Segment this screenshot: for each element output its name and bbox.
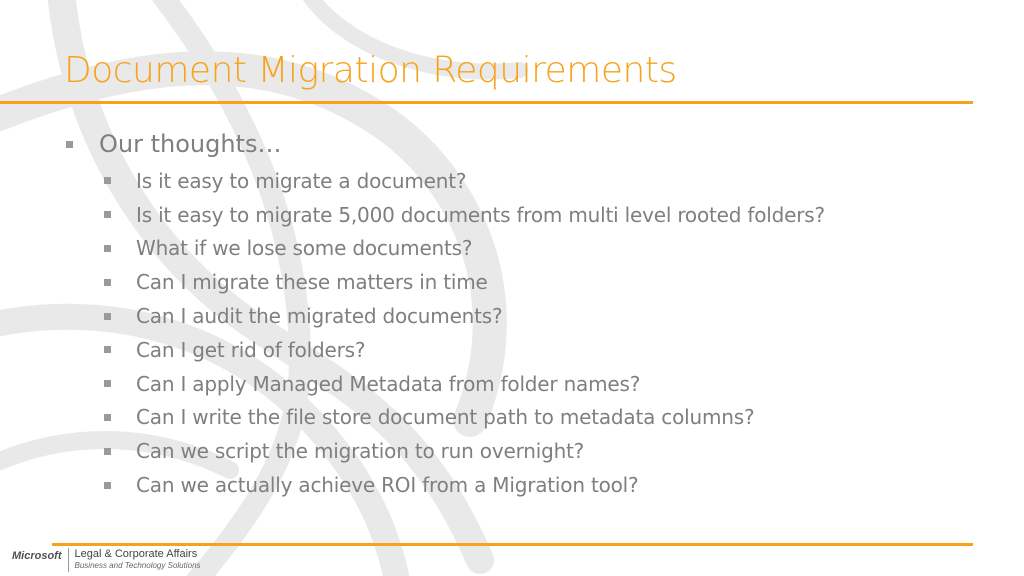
square-bullet-icon <box>104 279 111 286</box>
list-item-text: Can I get rid of folders? <box>136 337 366 362</box>
title-underline <box>0 101 973 104</box>
square-bullet-icon <box>104 482 111 489</box>
list-item <box>104 299 825 333</box>
footer <box>12 548 201 572</box>
top-level-bullet-text: Our thoughts… <box>99 130 282 158</box>
list-item-text: Can I apply Managed Metadata from folder names? <box>136 371 641 396</box>
list-item-text: Can I migrate these matters in time <box>136 270 488 295</box>
list-item-text: Can I audit the migrated documents? <box>136 304 503 329</box>
list-item <box>104 333 825 367</box>
list-item <box>104 367 825 401</box>
square-bullet-icon <box>104 414 111 421</box>
list-item <box>104 164 825 198</box>
square-bullet-icon <box>104 313 111 320</box>
list-item-text: Is it easy to migrate a document? <box>136 168 467 193</box>
slide-title: Document Migration Requirements <box>64 50 677 91</box>
square-bullet-icon <box>66 141 73 148</box>
sub-bullet-list <box>104 164 825 502</box>
list-item <box>104 265 825 299</box>
microsoft-logo: Microsoft <box>12 550 62 562</box>
list-item-text: Can we script the migration to run overnight? <box>136 439 585 464</box>
square-bullet-icon <box>104 211 111 218</box>
square-bullet-icon <box>104 245 111 252</box>
list-item <box>104 198 825 232</box>
list-item-text: Can I write the file store document path to metadata columns? <box>136 405 755 430</box>
footer-rule <box>52 543 973 546</box>
footer-department: Legal & Corporate Affairs <box>74 548 198 560</box>
footer-divider <box>68 548 69 572</box>
list-item <box>104 232 825 266</box>
list-item <box>104 468 825 502</box>
list-item-text: Is it easy to migrate 5,000 documents from multi level rooted folders? <box>136 202 825 227</box>
list-item <box>104 434 825 468</box>
square-bullet-icon <box>104 448 111 455</box>
square-bullet-icon <box>104 380 111 387</box>
top-level-bullet <box>66 128 281 160</box>
list-item <box>104 401 825 435</box>
square-bullet-icon <box>104 177 111 184</box>
list-item-text: What if we lose some documents? <box>136 236 473 261</box>
footer-text <box>75 548 201 572</box>
footer-tagline: Business and Technology Solutions <box>74 561 201 570</box>
list-item-text: Can we actually achieve ROI from a Migration tool? <box>136 473 639 498</box>
square-bullet-icon <box>104 346 111 353</box>
